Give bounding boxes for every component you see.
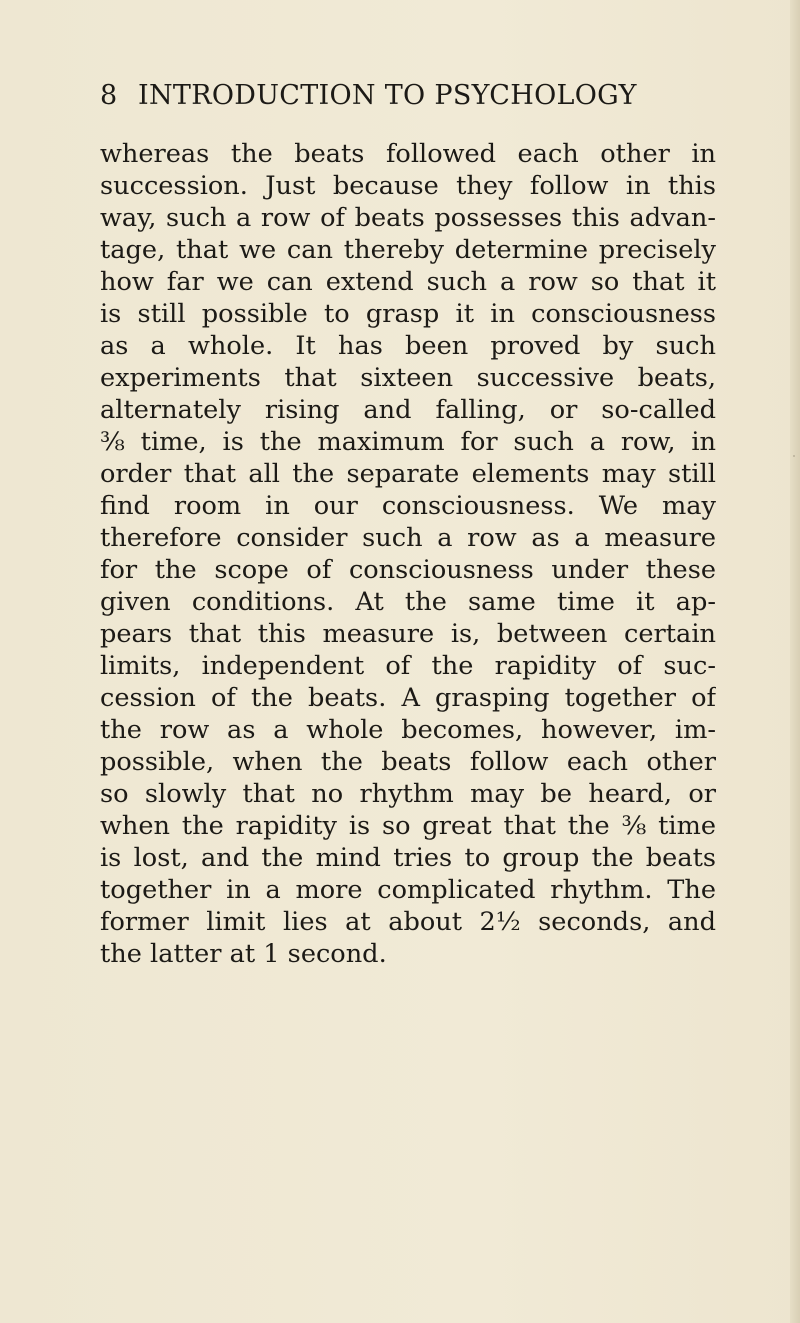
- text-line: given conditions. At the same time it ap-: [100, 587, 716, 617]
- text-line: the row as a whole becomes, however, im-: [100, 715, 716, 745]
- running-title: INTRODUCTION TO PSYCHOLOGY: [138, 80, 637, 111]
- text-line: experiments that sixteen successive beats,: [100, 363, 716, 393]
- text-line: whereas the beats followed each other in: [100, 139, 716, 169]
- body-paragraph: [100, 138, 716, 970]
- page-number: 8: [100, 80, 118, 111]
- text-line: the latter at 1 second.: [100, 939, 387, 969]
- text-line: ⅜ time, is the maximum for such a row, in: [100, 427, 716, 457]
- text-line: cession of the beats. A grasping together of: [100, 683, 716, 713]
- text-line: alternately rising and falling, or so-called: [100, 395, 716, 425]
- text-line: therefore consider such a row as a measure: [100, 523, 716, 553]
- text-line: pears that this measure is, between certain: [100, 619, 716, 649]
- text-line: is still possible to grasp it in consciousness: [100, 299, 716, 329]
- text-line: possible, when the beats follow each other: [100, 747, 716, 777]
- text-line: so slowly that no rhythm may be heard, or: [100, 779, 716, 809]
- page-edge: [790, 0, 800, 1323]
- text-line: former limit lies at about 2½ seconds, and: [100, 907, 716, 937]
- text-line: limits, independent of the rapidity of suc-: [100, 651, 716, 681]
- text-line: when the rapidity is so great that the ⅜ time: [100, 811, 716, 841]
- text-line: find room in our consciousness. We may: [100, 491, 716, 521]
- text-line: succession. Just because they follow in this: [100, 171, 716, 201]
- text-line: way, such a row of beats possesses this advan-: [100, 203, 716, 233]
- text-line: as a whole. It has been proved by such: [100, 331, 716, 361]
- text-line: order that all the separate elements may still: [100, 459, 716, 489]
- text-line: tage, that we can thereby determine precisely: [100, 235, 716, 265]
- text-line: for the scope of consciousness under these: [100, 555, 716, 585]
- text-line: together in a more complicated rhythm. The: [100, 875, 716, 905]
- running-header: [100, 80, 720, 120]
- text-line: is lost, and the mind tries to group the beats: [100, 843, 716, 873]
- text-line: how far we can extend such a row so that it: [100, 267, 716, 297]
- paper-speck: [793, 455, 795, 457]
